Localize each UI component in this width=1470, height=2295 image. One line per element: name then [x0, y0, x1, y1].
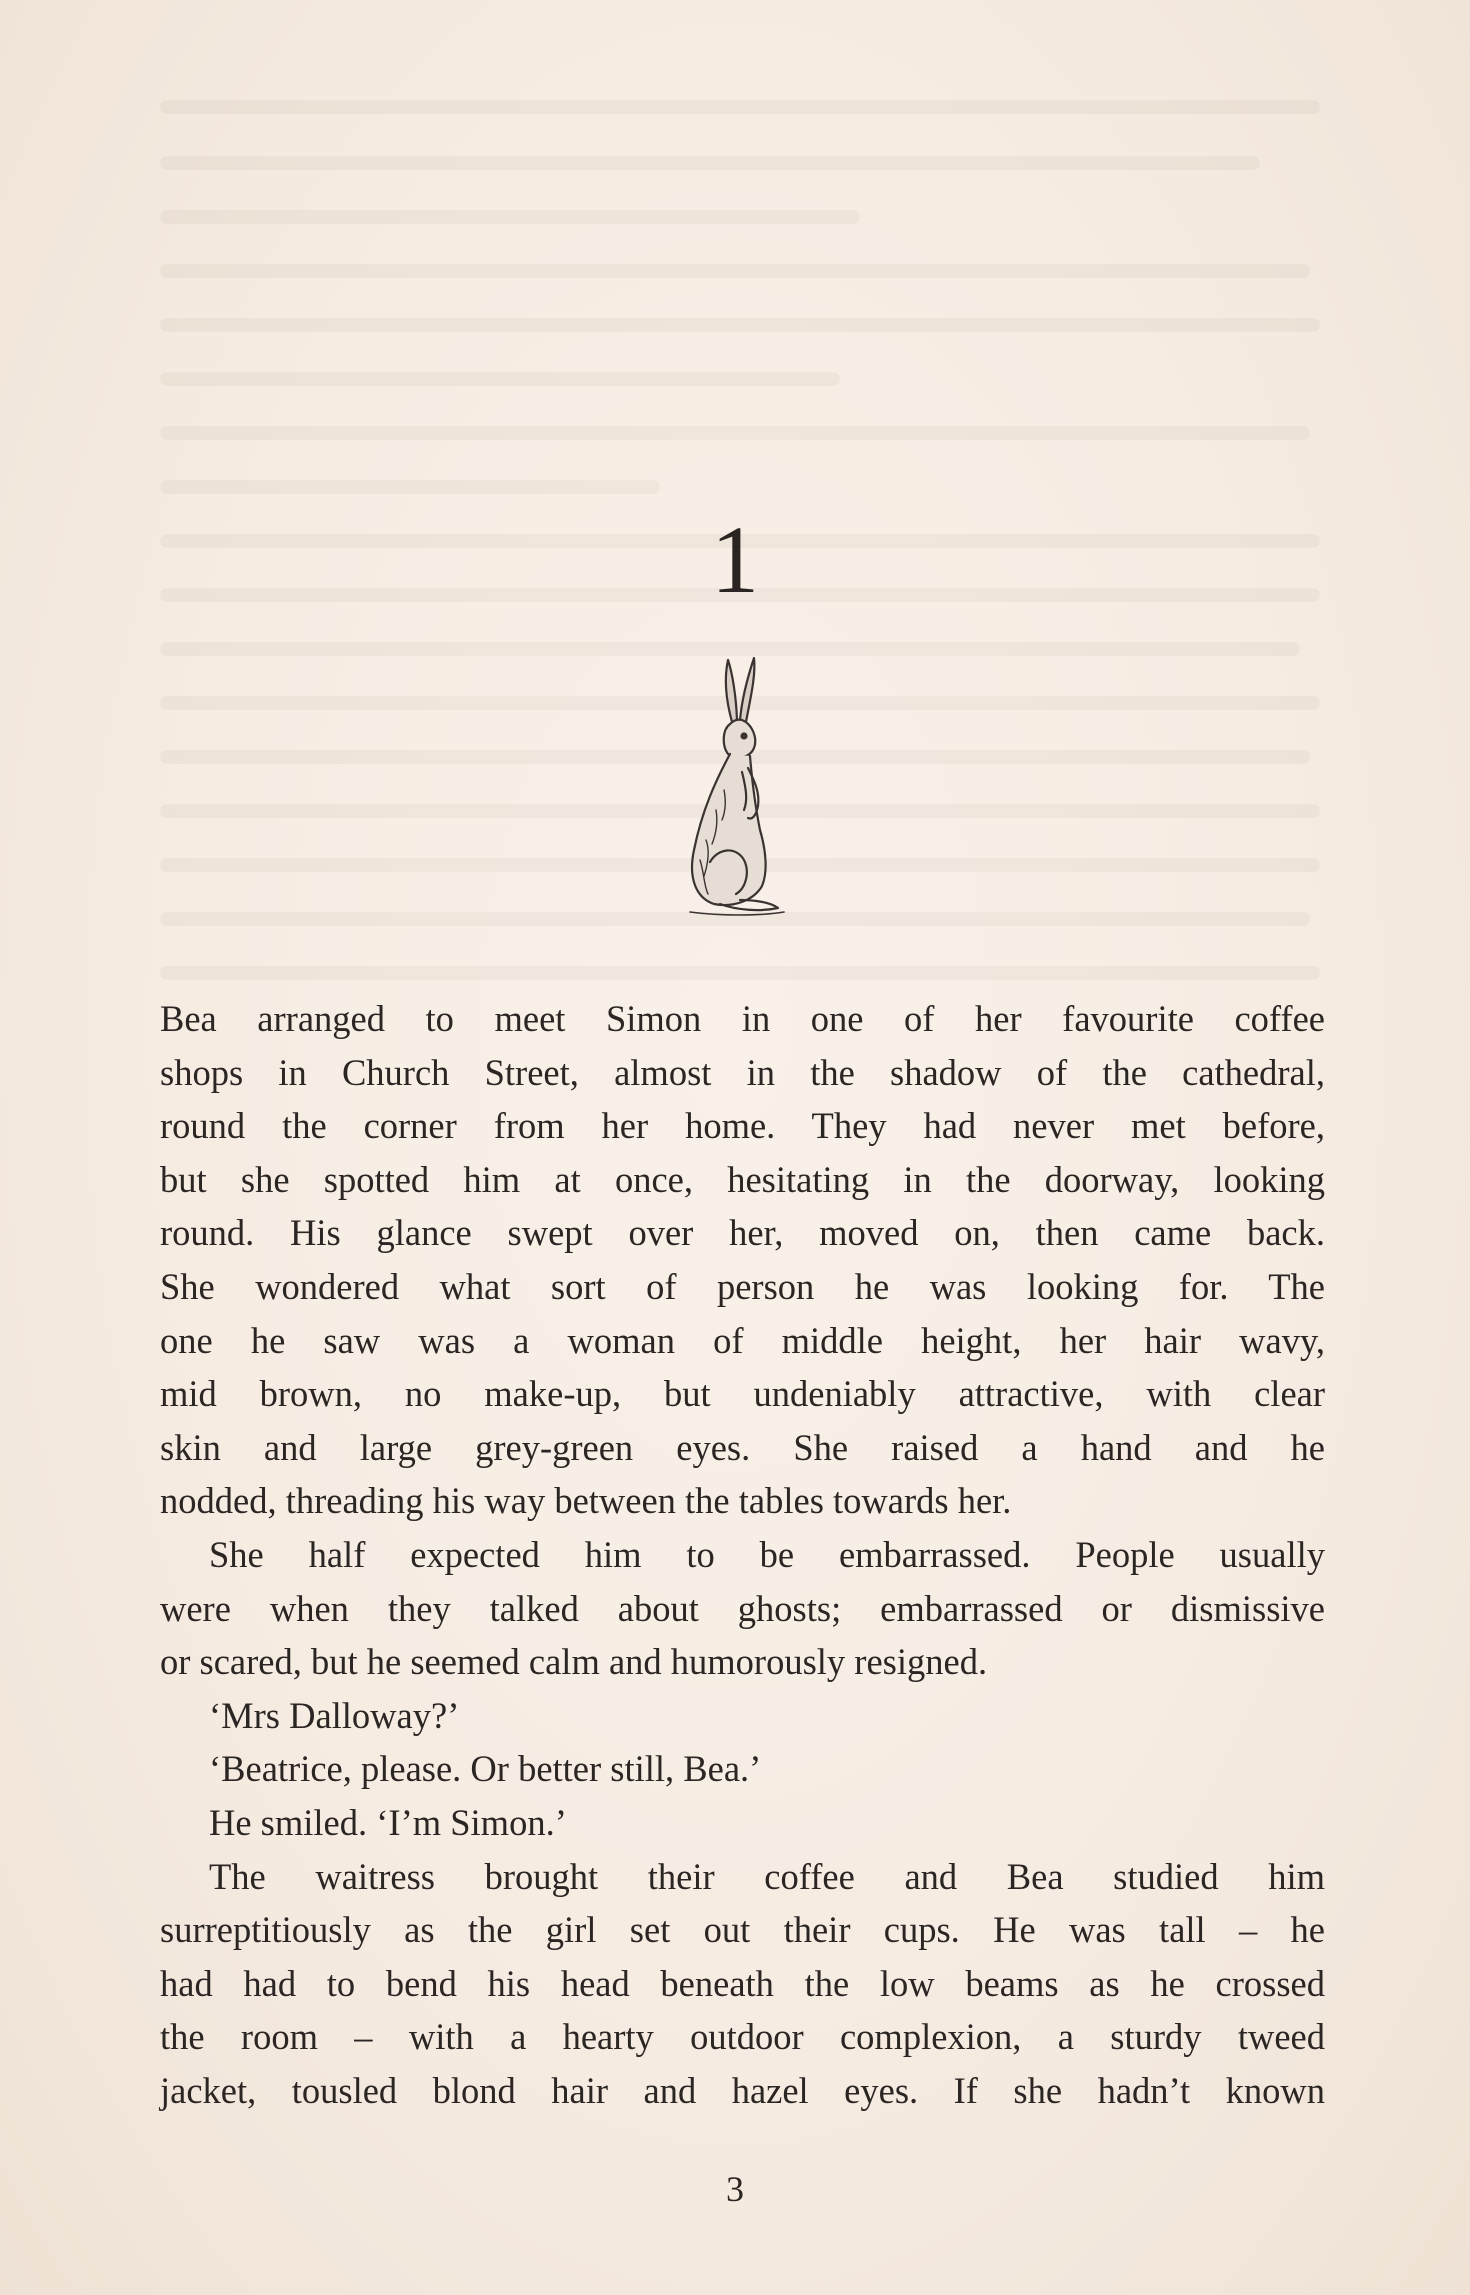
text-line: Bea arranged to meet Simon in one of her favourite coffee: [160, 998, 1325, 1039]
text-line: had had to bend his head beneath the low beams as he crossed: [160, 1962, 1325, 2004]
text-line: ‘Mrs Dalloway?’: [209, 1694, 460, 1736]
text-line: the room – with a hearty outdoor complexion, a sturdy tweed: [160, 2016, 1325, 2058]
text-line: She half expected him to be embarrassed. People usually: [209, 1533, 1325, 1575]
text-line: She wondered what sort of person he was looking for. The: [160, 1265, 1325, 1307]
text-line: but she spotted him at once, hesitating in the doorway, looking: [160, 1158, 1325, 1200]
chapter-number: 1: [711, 506, 759, 613]
text-line: He smiled. ‘I’m Simon.’: [209, 1801, 567, 1843]
chapter-text: [160, 992, 1325, 2117]
page-number: 3: [726, 2169, 744, 2209]
show-through-line: [160, 372, 840, 386]
text-line: round the corner from her home. They had never met before,: [160, 1105, 1325, 1147]
show-through-line: [160, 156, 1260, 170]
text-line: one he saw was a woman of middle height, her hair wavy,: [160, 1319, 1325, 1361]
hare-icon: [680, 650, 790, 920]
text-line: round. His glance swept over her, moved on, then came back.: [160, 1212, 1325, 1254]
show-through-line: [160, 210, 860, 224]
text-line: The waitress brought their coffee and Bea studied him: [209, 1855, 1325, 1897]
text-line: mid brown, no make-up, but undeniably attractive, with clear: [160, 1373, 1325, 1415]
text-line: surreptitiously as the girl set out their cups. He was tall – he: [160, 1909, 1325, 1951]
show-through-line: [160, 264, 1310, 278]
text-line: shops in Church Street, almost in the shadow of the cathedral,: [160, 1051, 1325, 1093]
show-through-line: [160, 318, 1320, 332]
text-line: or scared, but he seemed calm and humorously resigned.: [160, 1641, 988, 1683]
text-line: jacket, tousled blond hair and hazel eyes. If she hadn’t known: [160, 2069, 1325, 2111]
text-line: were when they talked about ghosts; embarrassed or dismissive: [160, 1587, 1325, 1629]
text-line: ‘Beatrice, please. Or better still, Bea.’: [209, 1748, 762, 1790]
text-line: skin and large grey-green eyes. She raised a hand and he: [160, 1426, 1325, 1468]
show-through-line: [160, 426, 1310, 440]
show-through-line: [160, 100, 1320, 114]
show-through-line: [160, 480, 660, 494]
show-through-line: [160, 966, 1320, 980]
text-line: nodded, threading his way between the tables towards her.: [160, 1480, 1012, 1522]
